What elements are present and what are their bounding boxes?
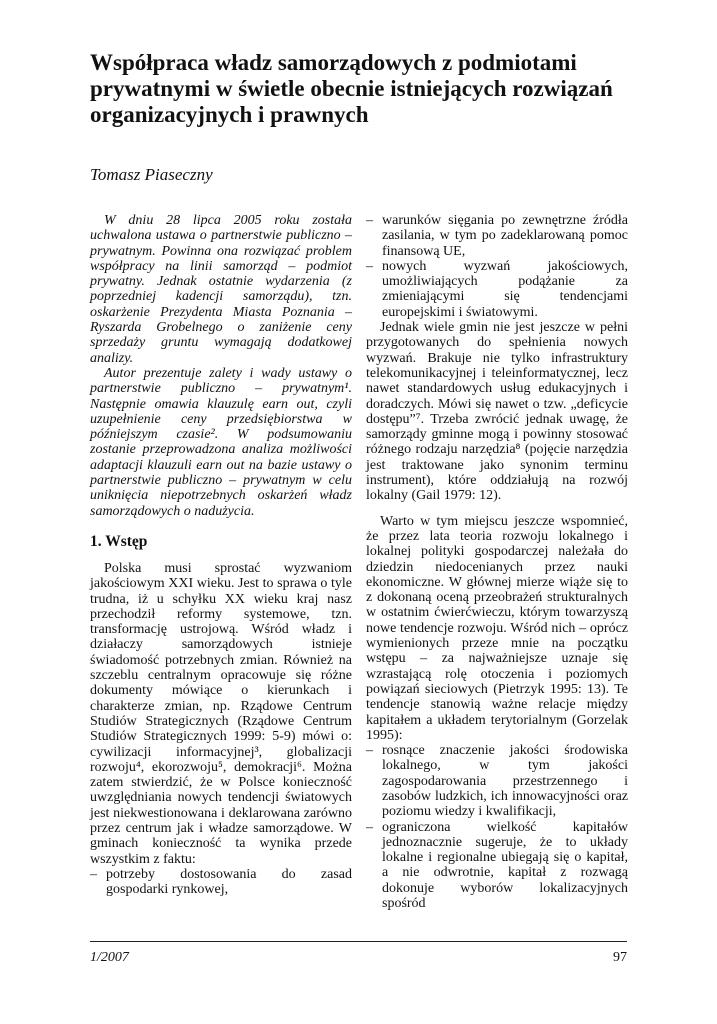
body-paragraph: Jednak wiele gmin nie jest jeszcze w pełni przygotowanych do spełnienia nowych wyzwań. Brakuje nie tylko infrastruktury telekomunikacyjnej i teleinformatycznej, lecz nawet standardowych usług edukacyjnych i doradczych. Mówi się nawet o tzw. „deficycie dostępu”⁷. Trzeba zwrócić jednak uwagę, że samorządy gminne mogą i powinny stosować różnego rodzaju narzędzia⁸ (pojęcie narzędzia jest traktowane jako synonim terminu instrument), które oddziałują na rozwój lokalny (Gail 1979: 12). xyxy=(366,320,628,504)
abstract-paragraph: Autor prezentuje zalety i wady ustawy o partnerstwie publiczno – prywatnym¹. Następnie omawia klauzulę earn out, czyli uzupełnienie ceny przedsiębiorstwa w późniejszym czasie². W podsumowaniu zostanie przeprowadzona analiza możliwości adaptacji klauzuli earn out na bazie ustawy o partnerstwie publiczno – prywatnym w celu uniknięcia niepotrzebnych oskarżeń władz samorządowych o nadużycia. xyxy=(90,365,352,519)
right-column xyxy=(366,213,628,911)
footer-divider xyxy=(90,941,627,942)
bullet-list xyxy=(366,743,628,911)
body-paragraph: Polska musi sprostać wyzwaniom jakościowym XXI wieku. Jest to sprawa o tyle trudna, iż u schyłku XX wieku kraj nasz przechodził reformy systemowe, tzn. transformację ustrojową. Wśród władz i działaczy samorządowych istnieje świadomość potrzebnych zmian. Również na szczeblu centralnym opracowuje się różne dokumenty mówiące o kierunkach i charakterze zmian, np. Rządowe Centrum Studiów Strategicznych (Rządowe Centrum Studiów Strategicznych 1999: 5-9) mówi o: cywilizacji informacyjnej³, globalizacji rozwoju⁴, ekorozwoju⁵, demokracji⁶. Można zatem stwierdzić, że w Polsce konieczność uwzględniania nowych tendencji światowych jest niekwestionowana i deklarowana zarówno przez centrum jak i władze samorządowe. W gminach konieczność ta wynika przede wszystkim z faktu: xyxy=(90,560,352,867)
list-item: – rosnące znaczenie jakości środowiska lokalnego, w tym jakości zagospodarowania przestrzennego i zasobów ludzkich, ich innowacyjności oraz poziomu wiedzy i kwalifikacji, xyxy=(366,743,628,819)
issue-number: 1/2007 xyxy=(90,950,129,965)
list-item: – warunków sięgania po zewnętrzne źródła zasilania, w tym po zadeklarowaną pomoc finansową UE, xyxy=(366,213,628,259)
list-item: – potrzeby dostosowania do zasad gospodarki rynkowej, xyxy=(90,867,352,898)
page-number: 97 xyxy=(613,950,627,965)
article-title: Współpraca władz samorządowych z podmiotami prywatnymi w świetle obecnie istniejących rozwiązań organizacyjnych i prawnych xyxy=(90,50,613,127)
bullet-list xyxy=(90,867,352,898)
author-name: Tomasz Piaseczny xyxy=(90,165,213,184)
list-item: – ograniczona wielkość kapitałów jednoznacznie sugeruje, że to układy lokalne i regionalne ubiegają się o kapitał, a nie odwrotnie, kapitał z rozwagą dokonuje wyborów lokalizacyjnych spośród xyxy=(366,820,628,912)
paragraph-spacer xyxy=(366,504,628,514)
abstract-paragraph: W dniu 28 lipca 2005 roku została uchwalona ustawa o partnerstwie publiczno – prywatnym. Powinna ona rozwiązać problem współpracy na linii samorząd – podmiot prywatny. Jednak ostatnie wydarzenia (z poprzedniej kadencji samorządu), tzn. oskarżenie Prezydenta Miasta Poznania – Ryszarda Grobelnego o zaniżenie ceny sprzedaży gruntu wymagają dodatkowej analizy. xyxy=(90,213,352,366)
body-paragraph: Warto w tym miejscu jeszcze wspomnieć, że przez lata teoria rozwoju lokalnego i lokalnej polityki gospodarczej należała do dziedzin niedocenianych przez nauki ekonomiczne. W głównej mierze wiąże się to z dokonaną oceną przeobrażeń strukturalnych w ostatnim ćwierćwieczu, którym towarzyszą nowe tendencje rozwoju. Wśród nich – oprócz wymienionych przeze mnie na początku wstępu – za najważniejsze uznaje się wzrastającą rolę otoczenia i poziomych powiązań sieciowych (Pietrzyk 1995: 13). Te tendencje stanowią ważne relacje między kapitałem a układem terytorialnym (Gorzelak 1995): xyxy=(366,513,628,743)
left-column xyxy=(90,213,352,897)
list-item: – nowych wyzwań jakościowych, umożliwiających podążanie za zmieniającymi się tendencjami europejskimi i światowymi. xyxy=(366,259,628,320)
bullet-list xyxy=(366,213,628,320)
section-heading: 1. Wstęp xyxy=(90,532,148,550)
